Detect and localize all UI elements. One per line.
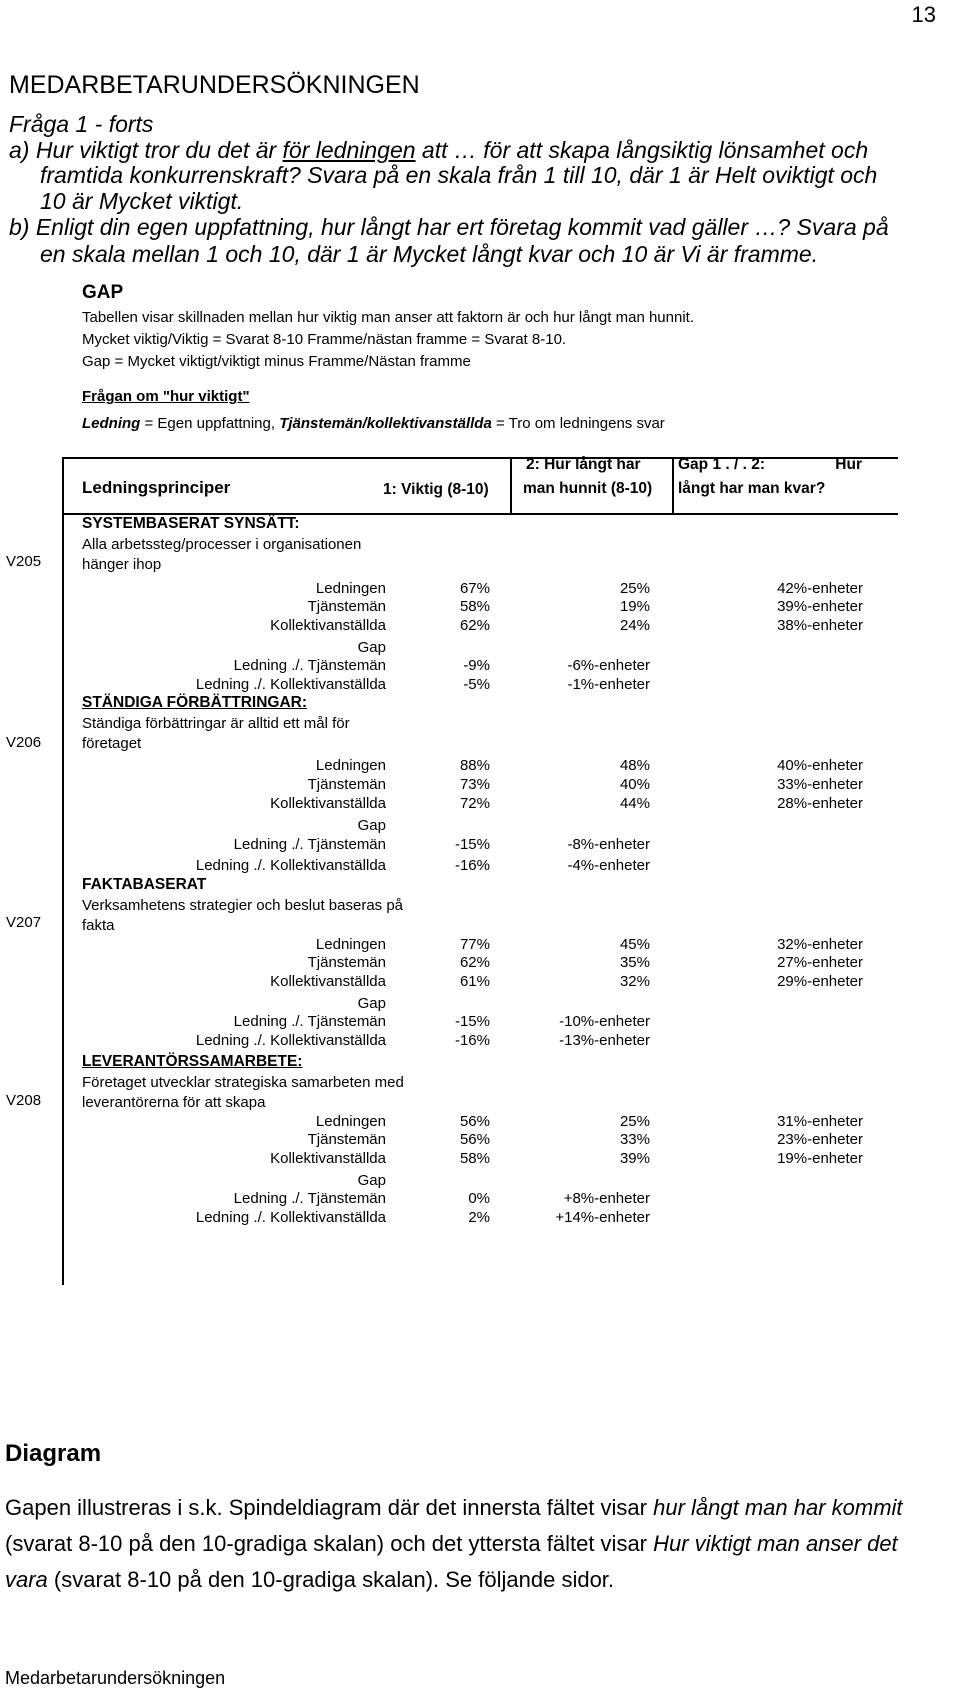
diagram-text-1: Gapen illustreras i s.k. Spindeldiagram där det innersta fältet visar: [5, 1495, 654, 1520]
row-gap: 27%-enheter: [777, 954, 863, 971]
header-col2-line2: man hunnit (8-10): [523, 480, 653, 497]
page-subtitle: Fråga 1 - forts: [9, 111, 154, 137]
row-hunnit: -4%-enheter: [567, 857, 650, 874]
section-description: Alla arbetssteg/processer i organisationen hänger ihop: [82, 536, 362, 573]
row-hunnit: 25%: [619, 580, 650, 597]
header-col3-line1a: Gap 1 . / . 2:: [678, 456, 765, 473]
row-hunnit: +8%-enheter: [563, 1190, 650, 1207]
row-hunnit: 24%: [619, 617, 650, 634]
row-label: Tjänstemän: [307, 1131, 386, 1148]
row-viktig: -15%: [454, 1013, 490, 1030]
section-description: Ständiga förbättringar är alltid ett mål för företaget: [82, 715, 350, 752]
row-label: Kollektivanställda: [270, 973, 386, 990]
row-gap: 40%-enheter: [777, 757, 863, 774]
row-viktig: 77%: [459, 936, 490, 953]
row-viktig: 62%: [459, 954, 490, 971]
row-gap: 39%-enheter: [777, 598, 863, 615]
section-title: STÄNDIGA FÖRBÄTTRINGAR:: [82, 694, 308, 711]
page-number: 13: [911, 2, 936, 27]
gap-desc-line2: Mycket viktig/Viktig = Svarat 8-10 Framme/nästan framme = Svarat 8-10.: [82, 331, 567, 348]
row-viktig: 56%: [459, 1113, 490, 1130]
row-viktig: 58%: [459, 598, 490, 615]
diagram-text-5: (svarat 8-10 på den 10-gradiga skalan). Se följande sidor.: [47, 1567, 615, 1592]
legend: [82, 415, 665, 432]
question-a-line1: [9, 137, 868, 164]
section-code: V205: [6, 553, 42, 570]
row-viktig: 2%: [468, 1209, 490, 1226]
footer: Medarbetarundersökningen: [5, 1668, 226, 1688]
row-gap: 28%-enheter: [777, 795, 863, 812]
row-hunnit: 39%: [619, 1150, 650, 1167]
question-note: Frågan om "hur viktigt": [82, 388, 250, 405]
row-hunnit: -6%-enheter: [567, 657, 650, 674]
question-b-line2: en skala mellan 1 och 10, där 1 är Mycket långt kvar och 10 är Vi är framme.: [40, 241, 819, 267]
question-a-line2: framtida konkurrenskraft? Svara på en skala från 1 till 10, där 1 är Helt oviktigt och: [40, 162, 878, 188]
row-hunnit: -10%-enheter: [559, 1013, 650, 1030]
question-a-underlined: för ledningen: [282, 137, 416, 163]
row-viktig: -5%: [463, 676, 490, 693]
diagram-text-4: Hur viktigt man anser det vara: [5, 1531, 898, 1592]
section-title: LEVERANTÖRSSAMARBETE:: [82, 1053, 303, 1070]
header-col3-line1b: Hur: [835, 456, 862, 473]
row-viktig: 62%: [459, 617, 490, 634]
row-label: Ledning ./. Kollektivanställda: [195, 1032, 386, 1049]
row-hunnit: 48%: [619, 757, 650, 774]
row-label: Gap: [357, 639, 386, 656]
col3-rule: [672, 457, 674, 513]
row-gap: 19%-enheter: [777, 1150, 863, 1167]
row-hunnit: -8%-enheter: [567, 836, 650, 853]
row-label: Gap: [357, 817, 386, 834]
row-label: Tjänstemän: [307, 776, 386, 793]
row-gap: 29%-enheter: [777, 973, 863, 990]
header-col3-line2: långt har man kvar?: [678, 480, 826, 497]
table-top-rule: [62, 457, 898, 459]
header-principles: Ledningsprinciper: [82, 478, 231, 497]
gap-desc-line3: Gap = Mycket viktigt/viktigt minus Framme/Nästan framme: [82, 353, 471, 370]
row-hunnit: +14%-enheter: [555, 1209, 650, 1226]
row-gap: 42%-enheter: [777, 580, 863, 597]
header-col2-line1: 2: Hur långt har: [526, 456, 641, 473]
row-label: Ledning ./. Tjänstemän: [233, 836, 386, 853]
gap-desc-line1: Tabellen visar skillnaden mellan hur viktig man anser att faktorn är och hur långt man hunnit.: [82, 309, 694, 326]
row-label: Ledningen: [315, 580, 386, 597]
question-a-prefix: a) Hur viktigt tror du det är: [9, 137, 283, 163]
row-viktig: 56%: [459, 1131, 490, 1148]
legend-ledning: Ledning: [82, 415, 141, 432]
diagram-text: [5, 1490, 935, 1598]
row-hunnit: 44%: [619, 795, 650, 812]
section-code: V206: [6, 734, 42, 751]
row-viktig: -9%: [463, 657, 490, 674]
row-viktig: 72%: [459, 795, 490, 812]
page-title: MEDARBETARUNDERSÖKNINGEN: [9, 71, 420, 99]
row-gap: 38%-enheter: [777, 617, 863, 634]
table-left-rule: [62, 457, 64, 1285]
row-viktig: -15%: [454, 836, 490, 853]
section-description: Företaget utvecklar strategiska samarbeten med leverantörerna för att skapa: [82, 1074, 404, 1111]
row-label: Tjänstemän: [307, 598, 386, 615]
row-gap: 32%-enheter: [777, 936, 863, 953]
row-label: Kollektivanställda: [270, 1150, 386, 1167]
header-col1: 1: Viktig (8-10): [383, 481, 489, 498]
row-viktig: 0%: [468, 1190, 490, 1207]
row-hunnit: 33%: [619, 1131, 650, 1148]
row-viktig: 73%: [459, 776, 490, 793]
row-hunnit: -1%-enheter: [567, 676, 650, 693]
row-label: Ledning ./. Tjänstemän: [233, 657, 386, 674]
row-gap: 23%-enheter: [777, 1131, 863, 1148]
row-viktig: 88%: [459, 757, 490, 774]
diagram-text-3: (svarat 8-10 på den 10-gradiga skalan) och det yttersta fältet visar: [5, 1531, 654, 1556]
row-label: Tjänstemän: [307, 954, 386, 971]
col2-rule: [510, 457, 512, 513]
section-description: Verksamhetens strategier och beslut baseras på fakta: [82, 897, 404, 934]
row-label: Ledningen: [315, 1113, 386, 1130]
row-label: Ledning ./. Kollektivanställda: [195, 676, 386, 693]
row-viktig: -16%: [454, 1032, 490, 1049]
row-viktig: 58%: [459, 1150, 490, 1167]
row-hunnit: -13%-enheter: [559, 1032, 650, 1049]
row-hunnit: 40%: [619, 776, 650, 793]
row-hunnit: 19%: [619, 598, 650, 615]
question-b-line1: b) Enligt din egen uppfattning, hur långt har ert företag kommit vad gäller …? Svara på: [9, 214, 889, 240]
row-gap: 33%-enheter: [777, 776, 863, 793]
row-viktig: -16%: [454, 857, 490, 874]
row-label: Ledning ./. Kollektivanställda: [195, 857, 386, 874]
row-label: Gap: [357, 1172, 386, 1189]
row-hunnit: 25%: [619, 1113, 650, 1130]
gap-heading: GAP: [82, 282, 124, 303]
row-gap: 31%-enheter: [777, 1113, 863, 1130]
row-label: Ledning ./. Tjänstemän: [233, 1190, 386, 1207]
row-label: Gap: [357, 995, 386, 1012]
legend-staff: Tjänstemän/kollektivanställda: [279, 415, 492, 432]
question-a-suffix: att … för att skapa långsiktig lönsamhet och: [415, 137, 869, 163]
question-a-line3: 10 är Mycket viktigt.: [40, 188, 244, 214]
row-label: Ledning ./. Tjänstemän: [233, 1013, 386, 1030]
section-code: V208: [6, 1092, 42, 1109]
legend-belief: = Tro om ledningens svar: [491, 415, 665, 432]
legend-own-view: = Egen uppfattning,: [140, 415, 280, 432]
section-title: SYSTEMBASERAT SYNSÄTT:: [82, 515, 300, 532]
diagram-title: Diagram: [5, 1440, 102, 1467]
row-label: Ledningen: [315, 936, 386, 953]
row-viktig: 67%: [459, 580, 490, 597]
row-label: Kollektivanställda: [270, 617, 386, 634]
row-hunnit: 32%: [619, 973, 650, 990]
row-hunnit: 45%: [619, 936, 650, 953]
row-label: Ledning ./. Kollektivanställda: [195, 1209, 386, 1226]
row-hunnit: 35%: [619, 954, 650, 971]
row-viktig: 61%: [459, 973, 490, 990]
section-code: V207: [6, 914, 42, 931]
row-label: Ledningen: [315, 757, 386, 774]
diagram-text-2: hur långt man har kommit: [653, 1495, 903, 1520]
row-label: Kollektivanställda: [270, 795, 386, 812]
section-title: FAKTABASERAT: [82, 876, 207, 893]
